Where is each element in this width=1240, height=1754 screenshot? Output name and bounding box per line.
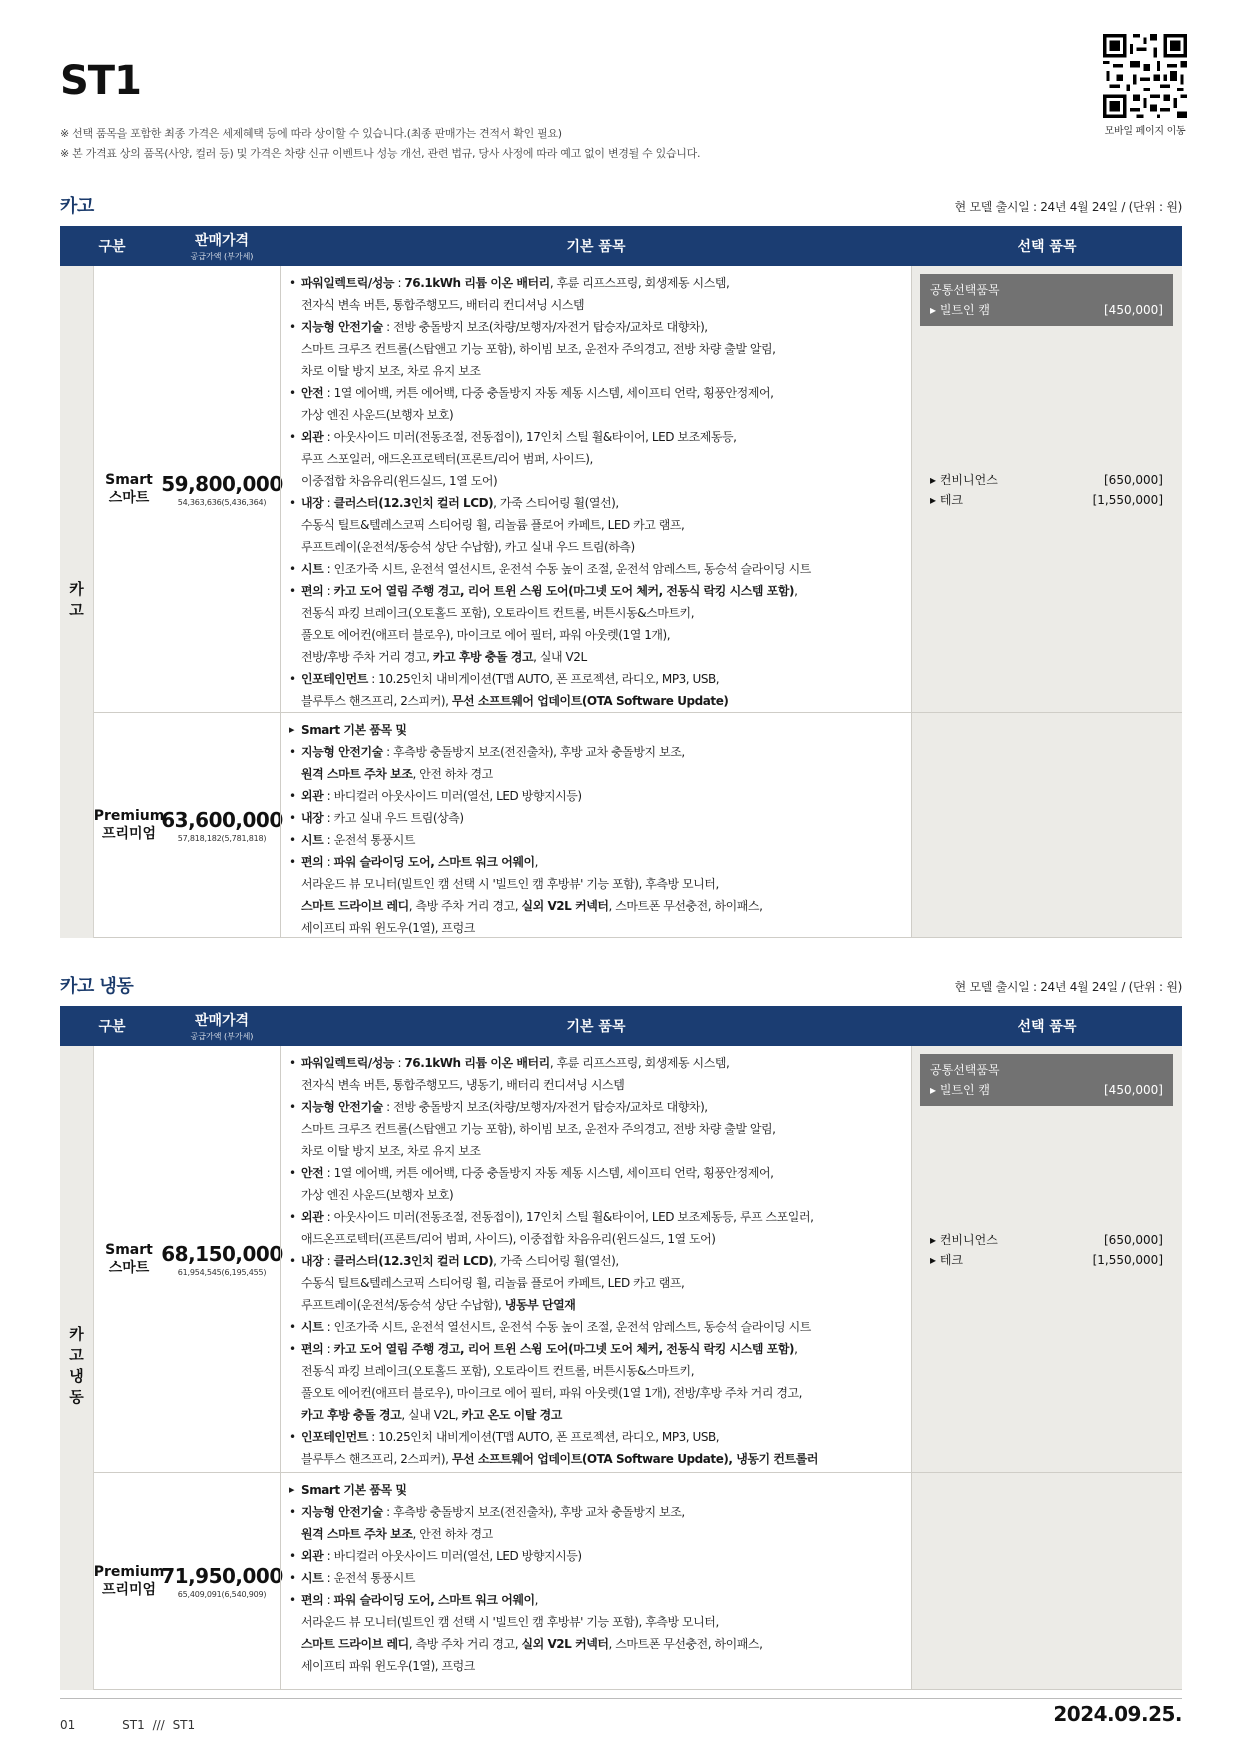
basic-item-continuation: 서라운드 뷰 모니터(빌트인 캠 선택 시 '빌트인 캠 후방뷰' 기능 포함), 후측방 모니터, — [301, 1615, 719, 1629]
trim-price — [161, 266, 283, 712]
trim-name-en: Premium — [93, 808, 165, 824]
option-price: [450,000] — [1104, 303, 1163, 317]
option-item — [930, 300, 1163, 320]
option-list — [920, 470, 1173, 510]
option-cell — [912, 713, 1182, 937]
basic-item-continuation: 서라운드 뷰 모니터(빌트인 캠 선택 시 '빌트인 캠 후방뷰' 기능 포함), 후측방 모니터, — [301, 877, 719, 891]
basic-items — [280, 1473, 912, 1689]
basic-item: • 시트 : 운전석 통풍시트 — [289, 1567, 911, 1589]
basic-items — [280, 266, 912, 712]
option-price: [1,550,000] — [1092, 1253, 1163, 1267]
basic-items — [280, 713, 912, 937]
trim-row-smart — [94, 266, 1182, 713]
basic-item-continuation: 블루투스 핸즈프리, 2스피커), 무선 소프트웨어 업데이트(OTA Software Update), 냉동기 컨트롤러 — [301, 1452, 818, 1466]
header-option: 선택 품목 — [1017, 239, 1077, 255]
qr-block[interactable] — [1100, 34, 1190, 137]
price-value: 63,600,000 — [161, 807, 283, 832]
trim-name — [94, 266, 164, 712]
basic-item: • 지능형 안전기술 : 후측방 충돌방지 보조(전진출차), 후방 교차 충돌방지 보조, — [289, 1501, 911, 1523]
basic-item-continuation: 루프트레이(운전석/동승석 상단 수납함), 카고 실내 우드 트림(하측) — [301, 540, 635, 554]
trim-price — [161, 713, 283, 937]
option-item — [930, 1250, 1163, 1270]
basic-item-continuation: 원격 스마트 주차 보조, 안전 하차 경고 — [301, 1527, 493, 1541]
option-cell — [912, 266, 1182, 712]
basic-item: • 외관 : 아웃사이드 미러(전동조절, 전동접이), 17인치 스틸 휠&타이어, LED 보조제동등, — [289, 426, 911, 448]
header-option: 선택 품목 — [1017, 1019, 1077, 1035]
header-price-label: 판매가격 — [194, 233, 250, 249]
common-option-box — [920, 274, 1173, 326]
basic-item-continuation: 전자식 변속 버튼, 통합주행모드, 배터리 컨디셔닝 시스템 — [301, 298, 585, 312]
section-title-cargo: 카고 — [60, 196, 94, 217]
trim-name-en: Premium — [93, 1564, 165, 1580]
trim-name-ko: 프리미엄 — [101, 1582, 157, 1598]
basic-item: • 지능형 안전기술 : 전방 충돌방지 보조(차량/보행자/자전거 탑승자/교차로 대향차), — [289, 316, 911, 338]
option-cell — [912, 1473, 1182, 1689]
option-price: [450,000] — [1104, 1083, 1163, 1097]
basic-item: • 시트 : 인조가죽 시트, 운전석 열선시트, 운전석 수동 높이 조절, 운전석 암레스트, 동승석 슬라이딩 시트 — [289, 558, 911, 580]
category-label: 카고 — [67, 581, 85, 623]
page-title: ST1 — [60, 58, 141, 104]
common-option-title: 공통선택품목 — [930, 283, 1000, 297]
trim-name — [94, 1473, 164, 1689]
price-table-cargo-freezer — [60, 1006, 1182, 1690]
option-price: [650,000] — [1104, 1233, 1163, 1247]
header-price — [164, 1006, 280, 1046]
basic-item-continuation: 세이프티 파워 윈도우(1열), 프렁크 — [301, 921, 475, 935]
section-title-cargo-freezer: 카고 냉동 — [60, 976, 134, 997]
basic-items — [280, 1046, 912, 1472]
option-item — [930, 1080, 1163, 1100]
header-price-label: 판매가격 — [194, 1013, 250, 1029]
basic-item-continuation: 풀오토 에어컨(애프터 블로우), 마이크로 에어 필터, 파워 아웃렛(1열 1개), 전방/후방 주차 거리 경고, — [301, 1386, 802, 1400]
header-price-sub: 공급가액 (부가세) — [190, 252, 254, 261]
footer-page-number: 01 — [60, 1718, 76, 1732]
price-value: 59,800,000 — [161, 471, 283, 496]
basic-item: • 시트 : 인조가죽 시트, 운전석 열선시트, 운전석 수동 높이 조절, 운전석 암레스트, 동승석 슬라이딩 시트 — [289, 1316, 911, 1338]
basic-item: • 안전 : 1열 에어백, 커튼 에어백, 다중 충돌방지 자동 제동 시스템, 세이프티 언락, 횡풍안정제어, — [289, 382, 911, 404]
category-cell — [60, 266, 94, 938]
option-name: ▸ 테크 — [930, 493, 964, 507]
basic-item: • 내장 : 카고 실내 우드 트림(상측) — [289, 807, 911, 829]
price-supply: 65,409,091(6,540,909) — [177, 1589, 267, 1599]
basic-item-continuation: 가상 엔진 사운드(보행자 보호) — [301, 408, 454, 422]
basic-item: • 편의 : 카고 도어 열림 주행 경고, 리어 트윈 스윙 도어(마그넷 도어 체커, 전동식 락킹 시스템 포함), — [289, 1338, 911, 1360]
footer-divider — [60, 1698, 1182, 1699]
qr-label: 모바일 페이지 이동 — [1104, 126, 1186, 137]
basic-item-continuation: 스마트 드라이브 레디, 측방 주차 거리 경고, 실외 V2L 커넥터, 스마트폰 무선충전, 하이패스, — [301, 1637, 763, 1651]
header-category: 구분 — [98, 1019, 126, 1035]
trim-row-premium — [94, 713, 1182, 938]
basic-item-continuation: 차로 이탈 방지 보조, 차로 유지 보조 — [301, 364, 481, 378]
basic-item: • 내장 : 클러스터(12.3인치 컬러 LCD), 가죽 스티어링 휠(열선), — [289, 492, 911, 514]
option-cell — [912, 1046, 1182, 1472]
basic-item: ▸ Smart 기본 품목 및 — [289, 719, 911, 741]
header-price — [164, 226, 280, 266]
option-item — [930, 1230, 1163, 1250]
basic-item-continuation: 애드온프로텍터(프론트/리어 범퍼, 사이드), 이중접합 차음유리(윈드실드, 1열 도어) — [301, 1232, 716, 1246]
basic-item-continuation: 루프트레이(운전석/동승석 상단 수납함), 냉동부 단열재 — [301, 1298, 576, 1312]
basic-item-continuation: 차로 이탈 방지 보조, 차로 유지 보조 — [301, 1144, 481, 1158]
note-line: ※ 선택 품목을 포함한 최종 가격은 세제혜택 등에 따라 상이할 수 있습니다.(최종 판매가는 견적서 확인 필요) — [60, 127, 562, 140]
basic-item: • 파워일렉트릭/성능 : 76.1kWh 리튬 이온 배터리, 후륜 리프스프링, 회생제동 시스템, — [289, 1052, 911, 1074]
basic-item-continuation: 풀오토 에어컨(애프터 블로우), 마이크로 에어 필터, 파워 아웃렛(1열 1개), — [301, 628, 671, 642]
basic-item-continuation: 스마트 드라이브 레디, 측방 주차 거리 경고, 실외 V2L 커넥터, 스마트폰 무선충전, 하이패스, — [301, 899, 763, 913]
price-table-cargo — [60, 226, 1182, 938]
footer-separator: /// — [152, 1718, 165, 1732]
basic-item: • 지능형 안전기술 : 전방 충돌방지 보조(차량/보행자/자전거 탑승자/교차로 대향차), — [289, 1096, 911, 1118]
trim-name — [94, 1046, 164, 1472]
header-price-sub: 공급가액 (부가세) — [190, 1032, 254, 1041]
basic-item: • 인포테인먼트 : 10.25인치 내비게이션(T맵 AUTO, 폰 프로젝션, 라디오, MP3, USB, — [289, 668, 911, 690]
trim-name-ko: 프리미엄 — [101, 826, 157, 842]
section-meta-cargo: 현 모델 출시일 : 24년 4월 24일 / (단위 : 원) — [954, 200, 1182, 214]
basic-item-continuation: 이중접합 차음유리(윈드실드, 1열 도어) — [301, 474, 498, 488]
basic-item-continuation: 수동식 틸트&텔레스코픽 스티어링 휠, 리놀륨 플로어 카페트, LED 카고 램프, — [301, 518, 685, 532]
option-name: ▸ 컨비니언스 — [930, 473, 998, 487]
basic-item-continuation: 전동식 파킹 브레이크(오토홀드 포함), 오토라이트 컨트롤, 버튼시동&스마트키, — [301, 1364, 695, 1378]
price-value: 71,950,000 — [161, 1563, 283, 1588]
option-price: [650,000] — [1104, 473, 1163, 487]
trim-name-ko: 스마트 — [108, 1260, 150, 1276]
option-name: ▸ 컨비니언스 — [930, 1233, 998, 1247]
basic-item-continuation: 카고 후방 충돌 경고, 실내 V2L, 카고 온도 이탈 경고 — [301, 1408, 562, 1422]
basic-item-continuation: 루프 스포일러, 애드온프로텍터(프론트/리어 범퍼, 사이드), — [301, 452, 593, 466]
option-price: [1,550,000] — [1092, 493, 1163, 507]
trim-row-premium — [94, 1473, 1182, 1690]
trim-name-en: Smart — [105, 472, 153, 488]
option-item — [930, 470, 1163, 490]
footer-date: 2024.09.25. — [1053, 1702, 1182, 1726]
trim-row-smart — [94, 1046, 1182, 1473]
header-basic: 기본 품목 — [566, 1019, 626, 1035]
price-supply: 57,818,182(5,781,818) — [177, 833, 267, 843]
qr-code-icon[interactable] — [1103, 34, 1187, 118]
basic-item-continuation: 원격 스마트 주차 보조, 안전 하차 경고 — [301, 767, 493, 781]
common-option-title: 공통선택품목 — [930, 1063, 1000, 1077]
basic-item: • 편의 : 파워 슬라이딩 도어, 스마트 워크 어웨이, — [289, 1589, 911, 1611]
basic-item-continuation: 블루투스 핸즈프리, 2스피커), 무선 소프트웨어 업데이트(OTA Software Update) — [301, 694, 729, 708]
header-basic: 기본 품목 — [566, 239, 626, 255]
basic-item: • 외관 : 바디컬러 아웃사이드 미러(열선, LED 방향지시등) — [289, 785, 911, 807]
basic-item: • 편의 : 파워 슬라이딩 도어, 스마트 워크 어웨이, — [289, 851, 911, 873]
table-header — [60, 1006, 1182, 1046]
basic-item-continuation: 가상 엔진 사운드(보행자 보호) — [301, 1188, 454, 1202]
option-name: ▸ 빌트인 캠 — [930, 303, 991, 317]
basic-item: • 안전 : 1열 에어백, 커튼 에어백, 다중 충돌방지 자동 제동 시스템, 세이프티 언락, 횡풍안정제어, — [289, 1162, 911, 1184]
basic-item: • 시트 : 운전석 통풍시트 — [289, 829, 911, 851]
basic-item-continuation: 스마트 크루즈 컨트롤(스탑앤고 기능 포함), 하이빔 보조, 운전자 주의경고, 전방 차량 출발 알림, — [301, 342, 776, 356]
basic-item-continuation: 전자식 변속 버튼, 통합주행모드, 냉동기, 배터리 컨디셔닝 시스템 — [301, 1078, 625, 1092]
header-category: 구분 — [98, 239, 126, 255]
section-meta-cargo-freezer: 현 모델 출시일 : 24년 4월 24일 / (단위 : 원) — [954, 980, 1182, 994]
note-line: ※ 본 가격표 상의 품목(사양, 컬러 등) 및 가격은 차량 신규 이벤트나 성능 개선, 관련 법규, 당사 사정에 따라 예고 없이 변경될 수 있습니다. — [60, 147, 701, 160]
footer-model: ST1 — [172, 1718, 196, 1732]
basic-item: • 외관 : 아웃사이드 미러(전동조절, 전동접이), 17인치 스틸 휠&타이어, LED 보조제동등, 루프 스포일러, — [289, 1206, 911, 1228]
basic-item: ▸ Smart 기본 품목 및 — [289, 1479, 911, 1501]
basic-item-continuation: 수동식 틸트&텔레스코픽 스티어링 휠, 리놀륨 플로어 카페트, LED 카고 램프, — [301, 1276, 685, 1290]
basic-item: • 외관 : 바디컬러 아웃사이드 미러(열선, LED 방향지시등) — [289, 1545, 911, 1567]
basic-item: • 지능형 안전기술 : 후측방 충돌방지 보조(전진출차), 후방 교차 충돌방지 보조, — [289, 741, 911, 763]
basic-item-continuation: 전방/후방 주차 거리 경고, 카고 후방 충돌 경고, 실내 V2L — [301, 650, 587, 664]
table-header — [60, 226, 1182, 266]
option-item — [930, 490, 1163, 510]
common-option-box — [920, 1054, 1173, 1106]
basic-item: • 인포테인먼트 : 10.25인치 내비게이션(T맵 AUTO, 폰 프로젝션, 라디오, MP3, USB, — [289, 1426, 911, 1448]
trim-price — [161, 1046, 283, 1472]
basic-item: • 파워일렉트릭/성능 : 76.1kWh 리튬 이온 배터리, 후륜 리프스프링, 회생제동 시스템, — [289, 272, 911, 294]
basic-item-continuation: 전동식 파킹 브레이크(오토홀드 포함), 오토라이트 컨트롤, 버튼시동&스마트키, — [301, 606, 695, 620]
price-notes — [60, 124, 700, 164]
option-name: ▸ 테크 — [930, 1253, 964, 1267]
footer-info — [60, 1718, 195, 1732]
basic-item-continuation: 스마트 크루즈 컨트롤(스탑앤고 기능 포함), 하이빔 보조, 운전자 주의경고, 전방 차량 출발 알림, — [301, 1122, 776, 1136]
trim-name-en: Smart — [105, 1242, 153, 1258]
category-cell — [60, 1046, 94, 1690]
footer-model: ST1 — [122, 1718, 145, 1732]
basic-item-continuation: 세이프티 파워 윈도우(1열), 프렁크 — [301, 1659, 475, 1673]
basic-item: • 편의 : 카고 도어 열림 주행 경고, 리어 트윈 스윙 도어(마그넷 도어 체커, 전동식 락킹 시스템 포함), — [289, 580, 911, 602]
category-label: 카고냉동 — [67, 1326, 85, 1410]
price-supply: 61,954,545(6,195,455) — [177, 1267, 267, 1277]
option-name: ▸ 빌트인 캠 — [930, 1083, 991, 1097]
trim-name-ko: 스마트 — [108, 490, 150, 506]
trim-price — [161, 1473, 283, 1689]
basic-item: • 내장 : 클러스터(12.3인치 컬러 LCD), 가죽 스티어링 휠(열선), — [289, 1250, 911, 1272]
option-list — [920, 1230, 1173, 1270]
trim-name — [94, 713, 164, 937]
price-supply: 54,363,636(5,436,364) — [177, 497, 267, 507]
price-value: 68,150,000 — [161, 1241, 283, 1266]
